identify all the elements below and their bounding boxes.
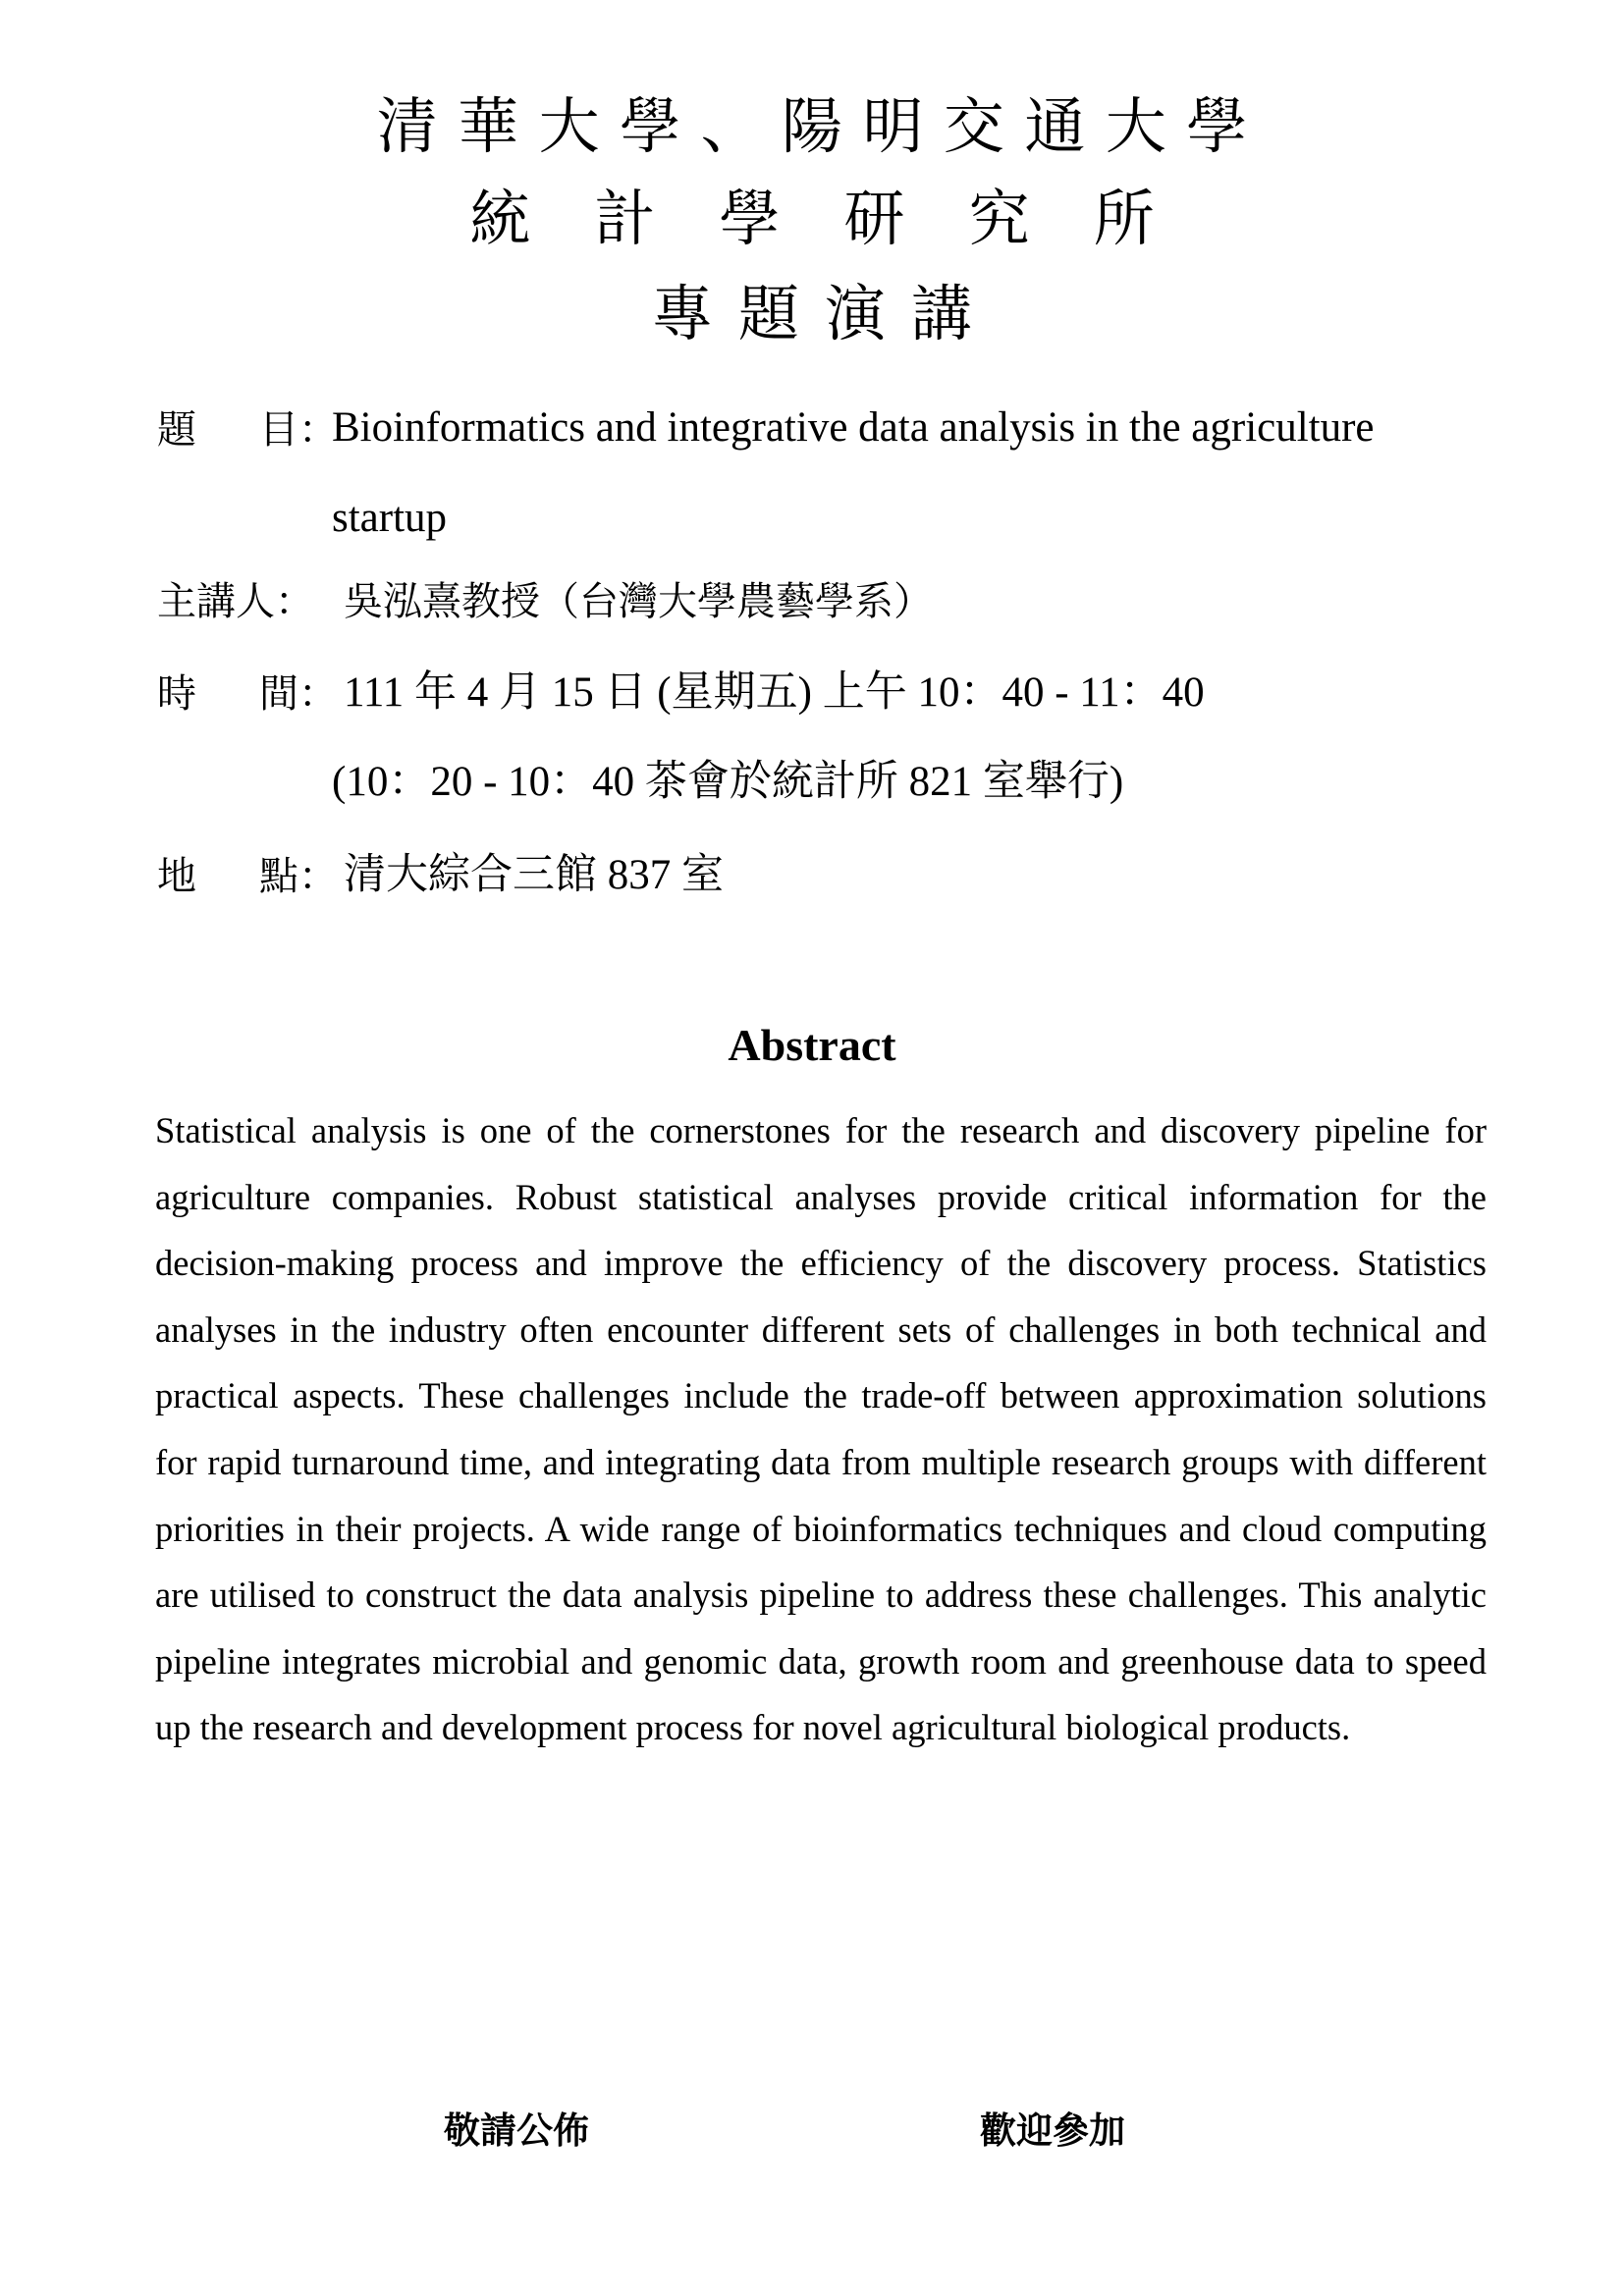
time-label: 時間： bbox=[157, 671, 338, 717]
topic-label: 題目： bbox=[157, 407, 338, 453]
abstract-heading: Abstract bbox=[728, 1020, 896, 1070]
speaker-label: 主講人： bbox=[157, 579, 314, 624]
place-value: 清大綜合三館 837 室 bbox=[344, 852, 724, 898]
footer-please-announce: 敬請公佈 bbox=[444, 2109, 589, 2152]
topic-line-1: Bioinformatics and integrative data analysis in the agriculture bbox=[332, 404, 1375, 451]
time-value: 111 年 4 月 15 日 (星期五) 上午 10：40 - 11：40 bbox=[344, 669, 1205, 716]
header-institutions: 清華大學、陽明交通大學 bbox=[376, 90, 1268, 162]
place-label: 地點： bbox=[157, 854, 338, 899]
speaker-value: 吳泓熹教授（台灣大學農藝學系） bbox=[344, 579, 933, 624]
abstract-body: Statistical analysis is one of the cornerstones for the research and discovery pipeline for agriculture companies. Robust statistical analyses provide critical information for the decision-making process and improve the efficiency of the discovery process. Statistics analyses in the industry often encounter different sets of challenges in both technical and practical aspects. These challenges include the trade-off between approximation solutions for rapid turnaround time, and integrating data from multiple research groups with different priorities in their projects. A wide range of bioinformatics techniques and cloud computing are utilised to construct the data analysis pipeline to address these challenges. This analytic pipeline integrates microbial and genomic data, growth room and greenhouse data to speed up the research and development process for novel agricultural biological products. bbox=[155, 1110, 1487, 1748]
header-seminar-title: 專題演講 bbox=[651, 278, 999, 349]
footer-welcome: 歡迎參加 bbox=[980, 2109, 1125, 2152]
topic-line-2: startup bbox=[332, 495, 448, 541]
tea-value: (10：20 - 10：40 茶會於統計所 821 室舉行) bbox=[332, 759, 1124, 805]
header-department: 統計學研究所 bbox=[469, 183, 1218, 254]
